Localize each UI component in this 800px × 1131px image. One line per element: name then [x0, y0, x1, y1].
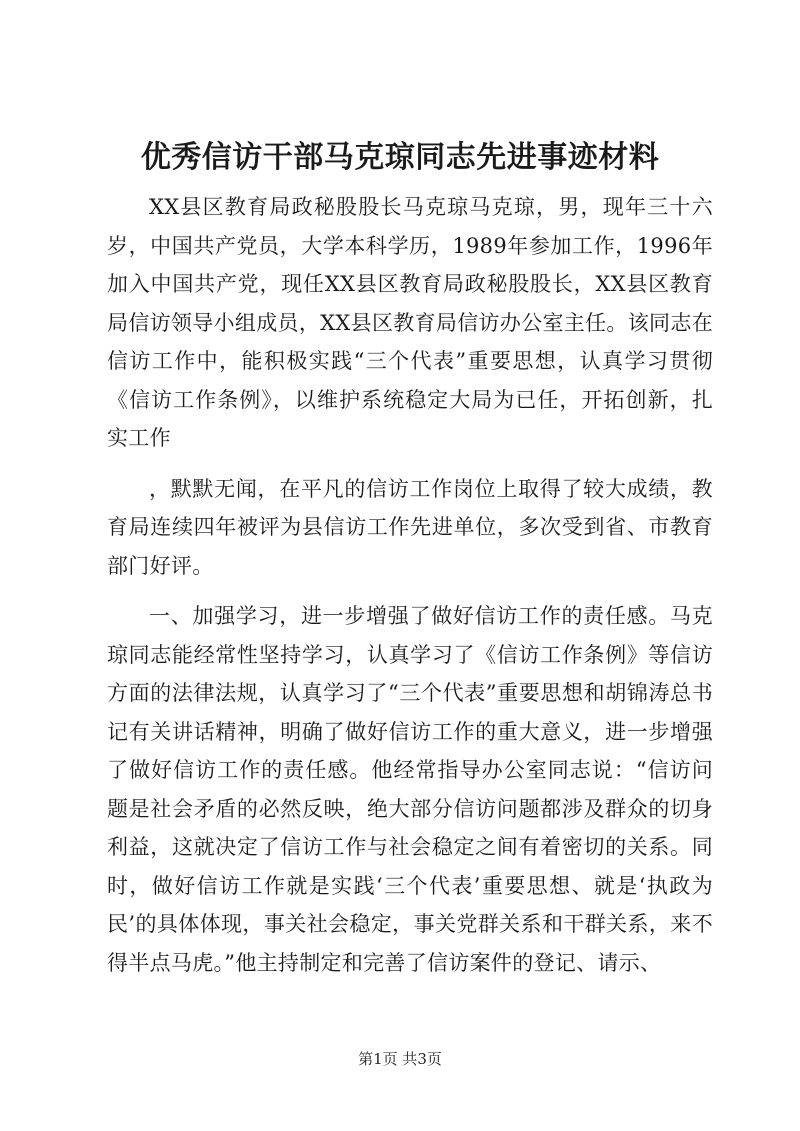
paragraph-achievements: ，默默无闻，在平凡的信访工作岗位上取得了较大成绩，教育局连续四年被评为县信访工作先进单位，多次受到省、市教育部门好评。 — [107, 476, 713, 578]
page-footer: 第1页 共3页 — [358, 1050, 442, 1068]
document-body — [107, 188, 713, 982]
paragraph-section-one: 一、加强学习，进一步增强了做好信访工作的责任感。马克琼同志能经常性坚持学习，认真学习了《信访工作条例》等信访方面的法律法规，认真学习了“三个代表”重要思想和胡锦涛总书记有关讲话精神，明确了做好信访工作的重大意义，进一步增强了做好信访工作的责任感。他经常指导办公室同志说：“信访问题是社会矛盾的必然反映，绝大部分信访问题都涉及群众的切身利益，这就决定了信访工作与社会稳定之间有着密切的关系。同时，做好信访工作就是实践‘三个代表’重要思想、就是‘执政为民’的具体体现，事关社会稳定，事关党群关系和干群关系，来不得半点马虎。”他主持制定和完善了信访案件的登记、请示、 — [107, 604, 713, 975]
paragraph-intro: XX县区教育局政秘股股长马克琼马克琼，男，现年三十六岁，中国共产党员，大学本科学历，1989年参加工作，1996年加入中国共产党，现任XX县区教育局政秘股股长，XX县区教育局信访领导小组成员，XX县区教育局信访办公室主任。该同志在信访工作中，能积极实践“三个代表”重要思想，认真学习贯彻《信访工作条例》，以维护系统稳定大局为已任，开拓创新，扎实工作 — [107, 195, 713, 450]
document-title: 优秀信访干部马克琼同志先进事迹材料 — [140, 140, 660, 175]
